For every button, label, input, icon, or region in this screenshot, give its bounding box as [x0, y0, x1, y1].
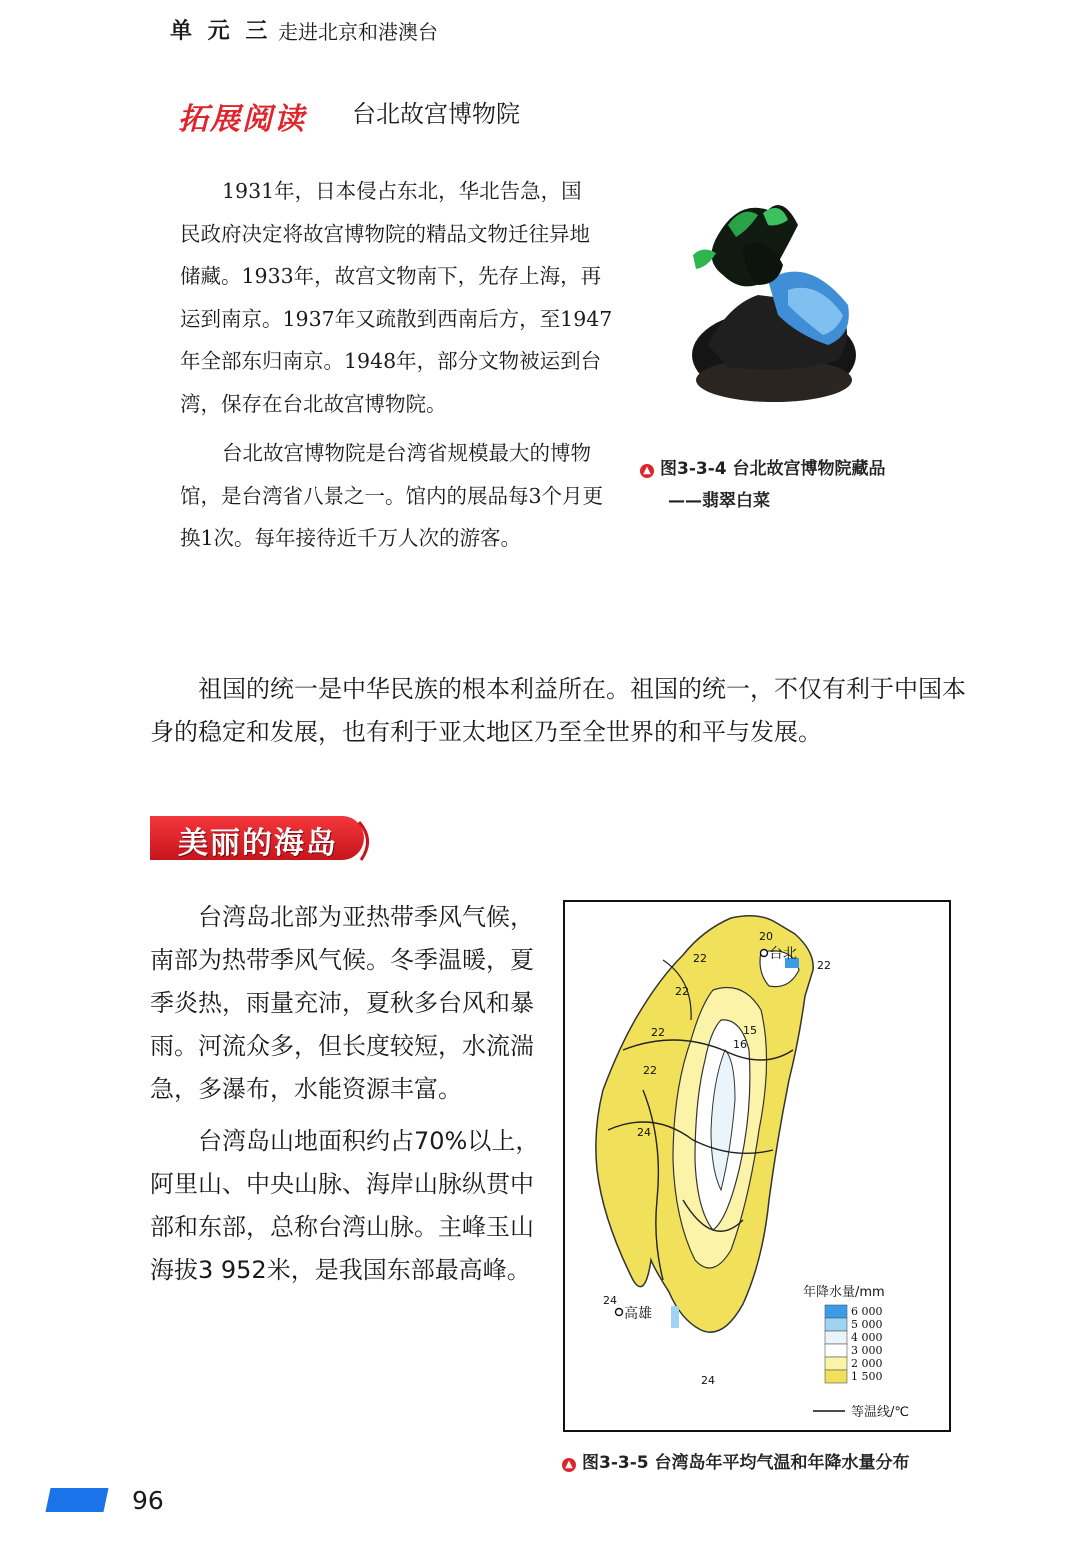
legend-level: 4 000 [851, 1331, 883, 1344]
text-line: 馆，是台湾省八景之一。馆内的展品每3个月更 [180, 483, 604, 508]
jade-cabbage-image [688, 185, 860, 410]
text-line: 年全部东归南京。1948年，部分文物被运到台 [180, 349, 602, 373]
text-line: 台北故宫博物院是台湾省规模最大的博物 [222, 441, 591, 465]
text-line: 换1次。每年接待近千万人次的游客。 [180, 526, 522, 550]
text-line: 储藏。1933年，故宫文物南下，先存上海，再 [180, 264, 602, 288]
figure-caption-jade: ▲ 图3-3-4 台北故宫博物院藏品 [640, 454, 886, 479]
kaohsiung-marker-icon [616, 1309, 623, 1316]
legend-level: 1 500 [851, 1370, 883, 1383]
city-label-taipei: 台北 [769, 946, 797, 962]
extended-reading-title: 台北故宫博物院 [352, 100, 520, 128]
page-number: 96 [132, 1486, 164, 1515]
legend-swatch [825, 1344, 847, 1357]
city-label-kaohsiung: 高雄 [624, 1306, 652, 1322]
museum-history-paragraph [180, 170, 620, 425]
legend-isotherm-label: 等温线/℃ [851, 1405, 909, 1420]
terrain-paragraph [150, 1120, 540, 1292]
text-line: 台湾岛山地面积约占70%以上， [198, 1127, 540, 1155]
figure-badge-icon: ▲ [640, 464, 654, 478]
unit-title: 走进北京和港澳台 [278, 20, 438, 44]
isotherm-label: 22 [817, 959, 831, 972]
legend-level: 5 000 [851, 1318, 883, 1331]
isotherm-label: 22 [693, 952, 707, 965]
legend-level: 3 000 [851, 1344, 883, 1357]
figure-badge-icon: ▲ [562, 1458, 576, 1472]
page-corner-tab [45, 1488, 108, 1512]
banner-curl-icon [355, 818, 377, 862]
climate-paragraph [150, 896, 540, 1111]
legend-level: 2 000 [851, 1357, 883, 1370]
legend-swatch [825, 1357, 847, 1370]
taipei-marker-icon [761, 950, 768, 957]
text-line: 民政府决定将故宫博物院的精品文物迁往异地 [180, 221, 590, 246]
isotherm-label: 16 [733, 1038, 747, 1051]
text-line: 阿里山、中央山脉、海岸山脉纵贯中 [150, 1170, 534, 1198]
museum-info-paragraph [180, 432, 620, 560]
legend-title: 年降水量/mm [803, 1285, 885, 1300]
text-line: 身的稳定和发展，也有利于亚太地区乃至全世界的和平与发展。 [150, 718, 822, 746]
reunification-paragraph [150, 668, 970, 754]
text-line: 祖国的统一是中华民族的根本利益所在。祖国的统一，不仅有利于中国本 [198, 675, 966, 703]
isotherm-label: 24 [637, 1126, 651, 1139]
taiwan-climate-map [563, 900, 951, 1432]
legend-swatches [825, 1305, 847, 1383]
legend-swatch [825, 1370, 847, 1383]
extended-reading-label: 拓展阅读 [178, 102, 306, 137]
isotherm-label: 15 [743, 1024, 757, 1037]
figure-caption-map: ▲ 图3-3-5 台湾岛年平均气温和年降水量分布 [562, 1448, 910, 1473]
unit-label: 单 元 三 [170, 19, 272, 44]
section-banner-title: 美丽的海岛 [178, 826, 338, 861]
text-line: 海拔3 952米，是我国东部最高峰。 [150, 1256, 531, 1284]
isotherm-label: 24 [603, 1294, 617, 1307]
isotherm-label: 22 [675, 985, 689, 998]
text-line: 部和东部，总称台湾山脉。主峰玉山 [150, 1213, 534, 1241]
text-line: 台湾岛北部为亚热带季风气候， [198, 903, 534, 931]
legend-swatch [825, 1331, 847, 1344]
legend-swatch [825, 1305, 847, 1318]
text-line: 运到南京。1937年又疏散到西南后方，至1947 [180, 306, 613, 331]
text-line: 季炎热，雨量充沛，夏秋多台风和暴 [150, 989, 534, 1017]
figure-caption-jade-line2: ——翡翠白菜 [668, 491, 770, 511]
legend-swatch [825, 1318, 847, 1331]
isotherm-label: 22 [651, 1026, 665, 1039]
legend-level: 6 000 [851, 1305, 883, 1318]
text-line: 雨。河流众多，但长度较短，水流湍 [150, 1032, 534, 1060]
text-line: 1931年，日本侵占东北，华北告急，国 [222, 179, 582, 203]
isotherm-label: 24 [701, 1374, 715, 1387]
isotherm-label: 22 [643, 1064, 657, 1077]
text-line: 湾，保存在台北故宫博物院。 [180, 391, 447, 416]
isotherm-label: 20 [759, 930, 773, 943]
text-line: 南部为热带季风气候。冬季温暖，夏 [150, 946, 534, 974]
text-line: 急，多瀑布，水能资源丰富。 [150, 1075, 462, 1103]
